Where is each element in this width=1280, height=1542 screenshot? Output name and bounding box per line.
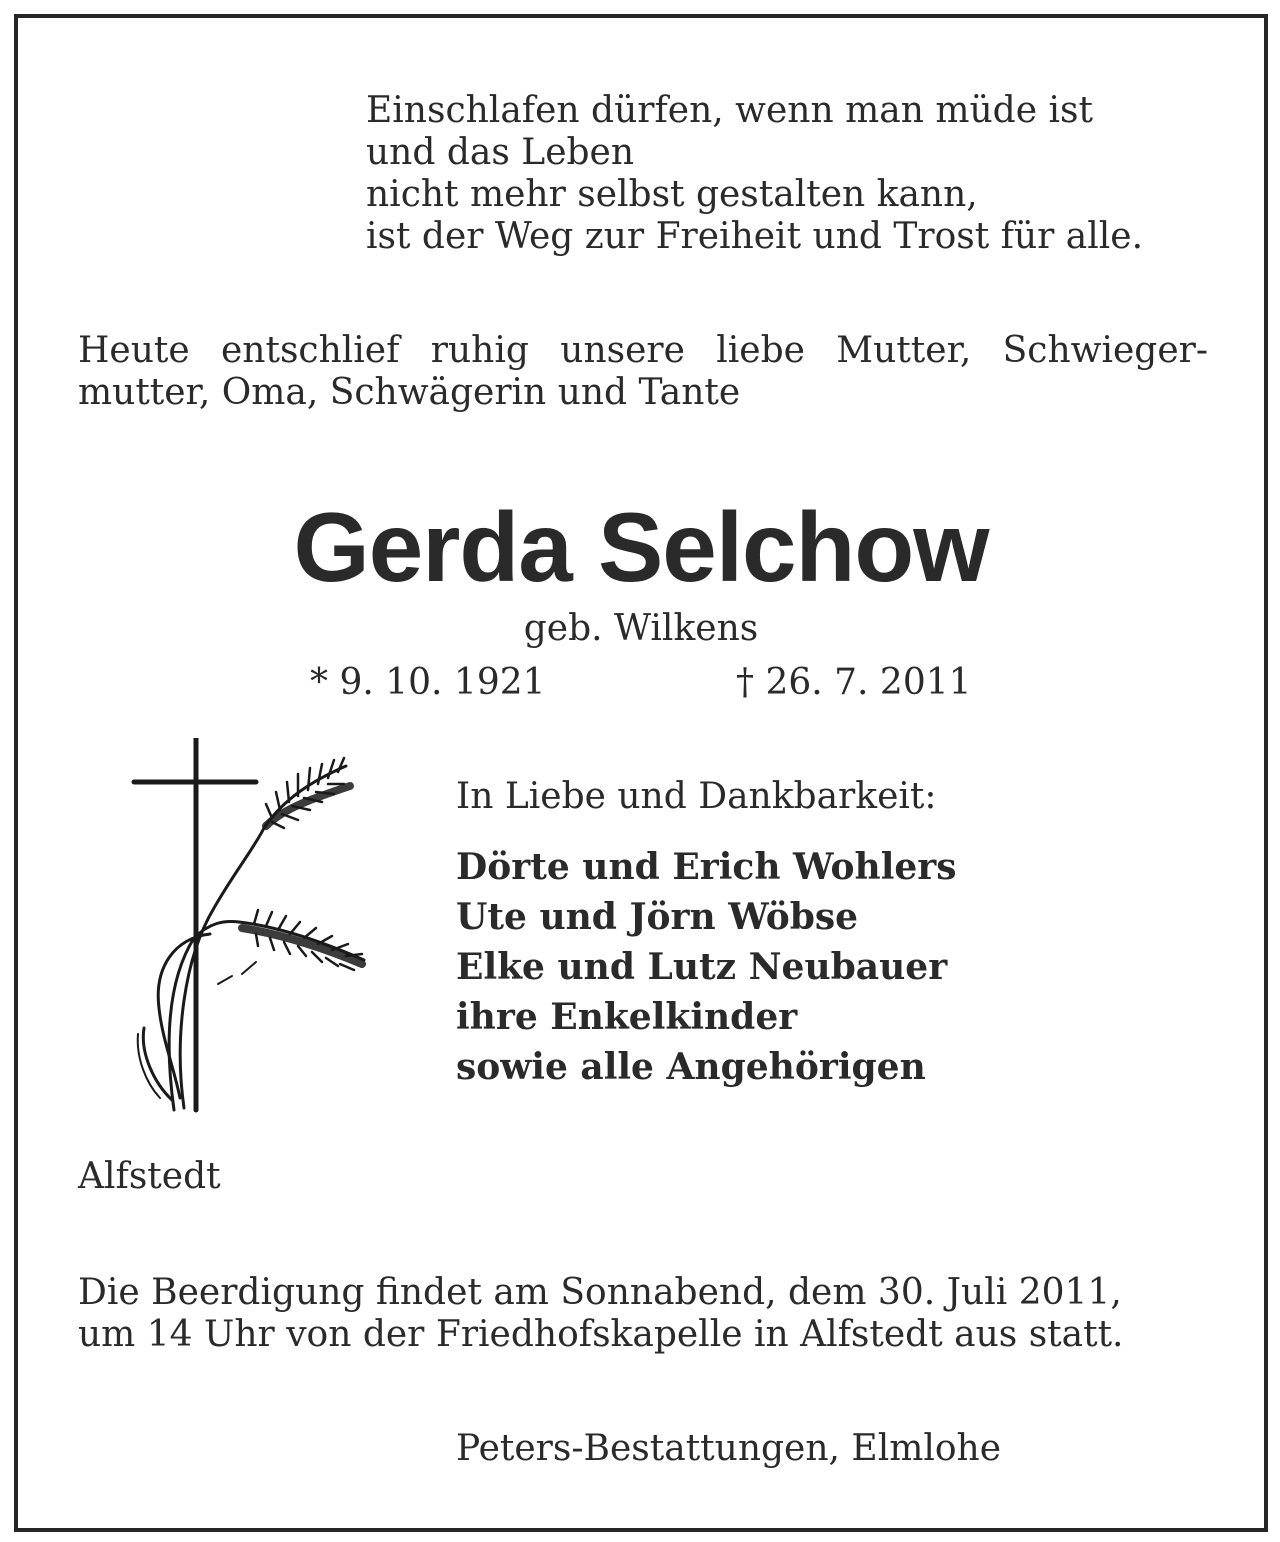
death-date: † 26. 7. 2011: [736, 662, 972, 703]
announcement-line: mutter, Oma, Schwägerin und Tante: [78, 372, 741, 413]
mourner-entry: Elke und Lutz Neubauer: [456, 946, 948, 988]
poem-line: nicht mehr selbst gestalten kann,: [366, 174, 978, 215]
place-name: Alfstedt: [78, 1156, 221, 1197]
announcement-text: [78, 330, 1208, 414]
funeral-details: [78, 1272, 1123, 1356]
obituary-notice: [14, 14, 1268, 1532]
funeral-line: Die Beerdigung findet am Sonnabend, dem 30. Juli 2011,: [78, 1272, 1122, 1313]
mourners-list: [456, 842, 957, 1092]
funeral-line: um 14 Uhr von der Friedhofskapelle in Alfstedt aus statt.: [78, 1314, 1124, 1355]
announcement-line: Heute entschlief ruhig unsere liebe Mutter, Schwieger-: [78, 330, 1208, 371]
maiden-name: geb. Wilkens: [523, 608, 759, 649]
birth-date: * 9. 10. 1921: [310, 662, 546, 703]
undertaker-name: Peters-Bestattungen, Elmlohe: [456, 1428, 1002, 1469]
poem-line: und das Leben: [366, 132, 635, 173]
poem: [366, 90, 1143, 258]
poem-line: ist der Weg zur Freiheit und Trost für alle.: [366, 216, 1144, 257]
deceased-name: Gerda Selchow: [293, 492, 989, 602]
mourner-entry: Dörte und Erich Wohlers: [456, 846, 957, 888]
poem-line: Einschlafen dürfen, wenn man müde ist: [366, 90, 1093, 131]
mourner-entry: sowie alle Angehörigen: [456, 1046, 926, 1088]
mourner-entry: ihre Enkelkinder: [456, 996, 798, 1038]
thanks-heading: In Liebe und Dankbarkeit:: [456, 776, 937, 817]
cross-with-wheat-icon: [114, 738, 374, 1118]
mourner-entry: Ute und Jörn Wöbse: [456, 896, 859, 938]
